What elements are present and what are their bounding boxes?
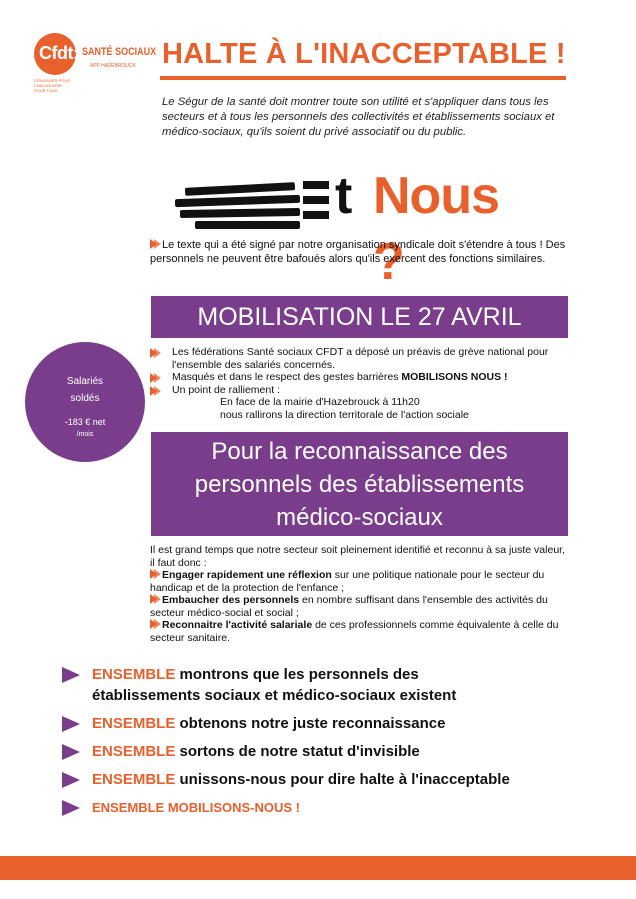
rally-line: En face de la mairie d'Hazebrouck à 11h20 xyxy=(220,396,420,408)
double-arrow-icon xyxy=(150,386,157,396)
bullet-item xyxy=(150,384,570,397)
ensemble-item xyxy=(60,664,530,706)
ensemble-keyword: ENSEMBLE xyxy=(92,743,176,760)
item-bold: Reconnaitre l'activité salariale xyxy=(162,619,313,631)
double-arrow-icon xyxy=(150,594,157,604)
recognition-item xyxy=(150,569,572,594)
bullet-text: Les fédérations Santé sociaux CFDT a déposé un préavis de grève national pour l'ensemble des salariés concernés. xyxy=(172,346,549,371)
double-arrow-icon xyxy=(150,619,157,629)
banner-letter-e xyxy=(303,181,329,219)
banner-stripe xyxy=(185,182,295,196)
recognition-body xyxy=(150,544,572,644)
double-arrow-icon xyxy=(150,569,157,579)
ensemble-item xyxy=(60,797,530,818)
ensemble-item xyxy=(60,713,530,734)
salary-circle xyxy=(25,342,145,462)
title-divider xyxy=(160,76,566,80)
heading-line: Pour la reconnaissance des xyxy=(211,438,508,465)
banner-stripe xyxy=(175,195,300,207)
footer-bar xyxy=(0,856,636,880)
triangle-arrow-icon xyxy=(62,800,80,816)
triangle-arrow-icon xyxy=(62,772,80,788)
circle-unit: /mois xyxy=(76,431,94,438)
paragraph-signed-text xyxy=(150,238,570,266)
cfdt-logo xyxy=(34,33,157,93)
circle-amount: -183 € net xyxy=(64,417,106,427)
ensemble-keyword: ENSEMBLE xyxy=(92,800,165,815)
intro-text: Le Ségur de la santé doit montrer toute son utilité et s'appliquer dans tous les secteurs et à tous les personnels des collectivités et établissements sociaux et médico-sociaux, qu'ils soient du privé associatif ou du public. xyxy=(162,96,555,138)
logo-tagline: S'ENGAGER POUR CHACUN AGIR POUR TOUS xyxy=(34,78,71,93)
ensemble-text: unissons-nous pour dire halte à l'inacceptable xyxy=(175,771,510,788)
logo-org: SANTÉ SOCIAUX xyxy=(82,46,157,58)
item-bold: Embaucher des personnels xyxy=(162,594,300,606)
ensemble-keyword: ENSEMBLE xyxy=(92,715,176,732)
banner-letter-t: t xyxy=(335,167,353,225)
item-text: en nombre suffisant dans l'ensemble des activités du secteur médico-social et social ; xyxy=(150,594,548,619)
rally-line: nous rallirons la direction territorale de l'action sociale xyxy=(220,408,469,421)
ensemble-keyword: ENSEMBLE xyxy=(92,666,176,683)
paragraph-text: Le texte qui a été signé par notre organisation syndicale doit s'étendre à tous ! Des personnels ne peuvent être bafoués alors qu'ils exercent des fonctions similaires. xyxy=(150,239,566,265)
mobilisation-bullets xyxy=(150,346,570,421)
ensemble-item xyxy=(60,769,530,790)
item-bold: Engager rapidement une réflexion xyxy=(162,569,332,581)
item-text: de ces professionnels comme équivalente à celle du secteur sanitaire. xyxy=(150,619,559,644)
ensemble-text: MOBILISONS-NOUS ! xyxy=(164,800,301,815)
ensemble-list xyxy=(60,664,530,825)
recognition-intro: Il est grand temps que notre secteur soit pleinement identifié et reconnu à sa juste valeur, il faut donc : xyxy=(150,544,565,569)
bullet-item xyxy=(150,371,570,384)
heading-line: personnels des établissements xyxy=(194,471,525,498)
banner-nous: Nous ? xyxy=(373,167,499,291)
recognition-item xyxy=(150,619,572,644)
mobilisation-heading: MOBILISATION LE 27 AVRIL xyxy=(151,296,568,338)
double-arrow-icon xyxy=(150,239,157,249)
bullet-item xyxy=(150,346,570,371)
heading-line: médico-sociaux xyxy=(276,504,443,531)
circle-line2: soldés xyxy=(70,393,100,404)
triangle-arrow-icon xyxy=(62,744,80,760)
banner-stripe xyxy=(195,221,300,229)
page-title: HALTE À L'INACCEPTABLE ! xyxy=(162,38,566,70)
ensemble-text: obtenons notre juste reconnaissance xyxy=(175,715,446,732)
recognition-item xyxy=(150,594,572,619)
bullet-text: Un point de ralliement : xyxy=(172,383,280,396)
ensemble-item xyxy=(60,741,530,762)
recognition-heading xyxy=(151,432,568,536)
ensemble-text: sortons de notre statut d'invisible xyxy=(175,743,420,760)
ensemble-keyword: ENSEMBLE xyxy=(92,771,176,788)
double-arrow-icon xyxy=(150,348,157,358)
ensemble-text: montrons que les personnels des établissements sociaux et médico-sociaux existent xyxy=(92,666,457,704)
item-text: sur une politique nationale pour le secteur du handicap et de la protection de l'enfance ; xyxy=(150,569,545,594)
bullet-bold-text: MOBILISONS NOUS ! xyxy=(401,371,508,383)
double-arrow-icon xyxy=(150,373,157,383)
circle-line1: Salariés xyxy=(66,376,104,387)
logo-subtitle: APF HAZEBROUCK xyxy=(90,63,136,69)
bullet-text: Masqués et dans le respect des gestes barrières xyxy=(172,371,399,383)
banner-stripe xyxy=(180,208,300,218)
logo-brand: Cfdt: xyxy=(39,43,79,63)
triangle-arrow-icon xyxy=(62,667,80,683)
triangle-arrow-icon xyxy=(62,716,80,732)
